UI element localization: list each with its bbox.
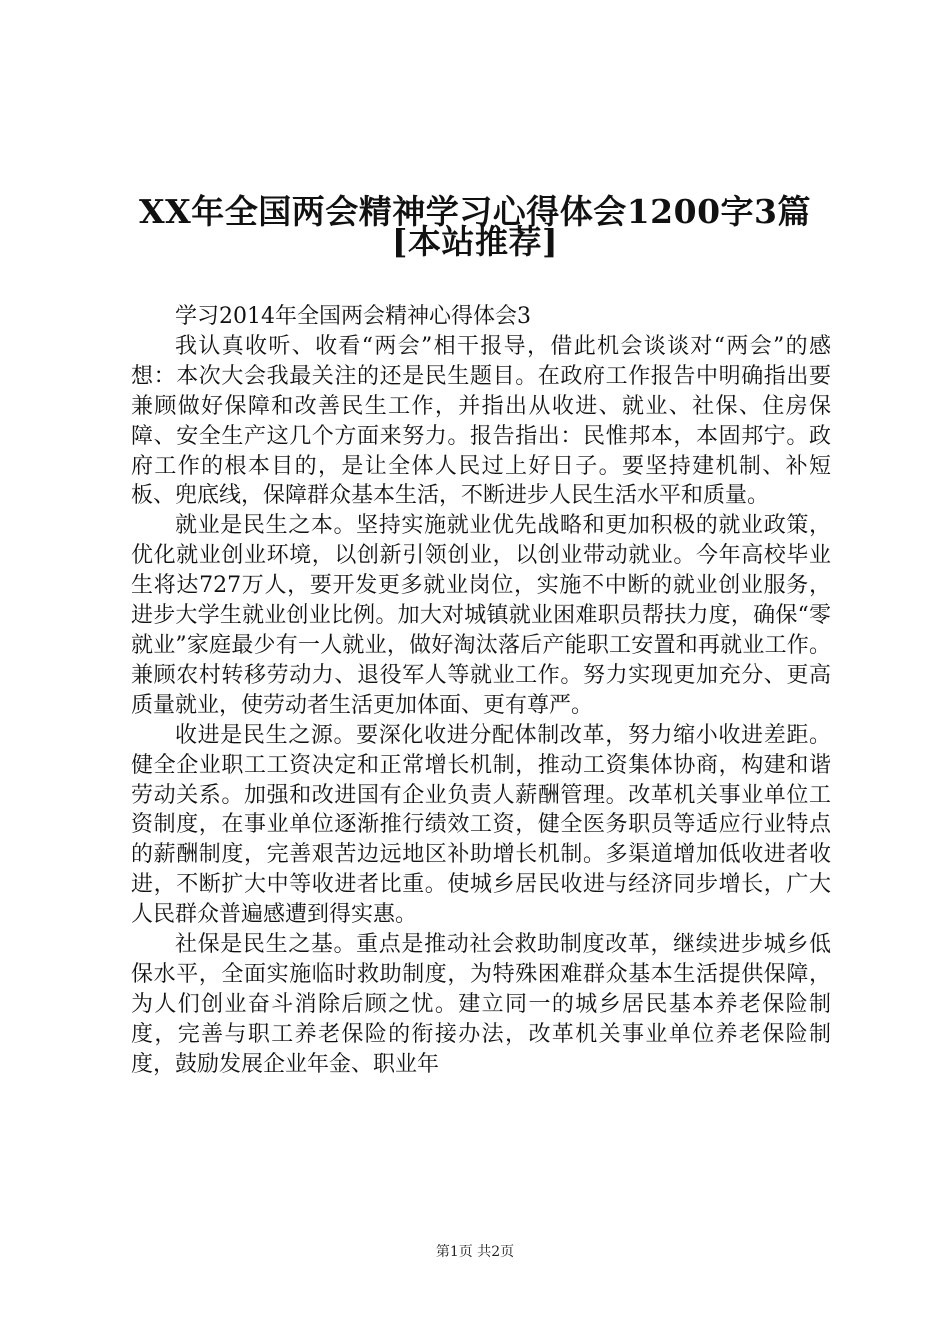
document-subtitle: 学习2014年全国两会精神心得体会3 [175, 304, 531, 329]
paragraph-2: 就业是民生之本。坚持实施就业优先战略和更加积极的就业政策，优化就业创业环境，以创新引领创业，以创业带动就业。今年高校毕业生将达727万人，要开发更多就业岗位，实施不中断的就业创业服务，进步大学生就业创业比例。加大对城镇就业困难职员帮扶力度，确保“零就业”家庭最少有一人就业，做好淘汰落后产能职工安置和再就业工作。兼顾农村转移劳动力、退役军人等就业工作。努力实现更加充分、更高质量就业，使劳动者生活更加体面、更有尊严。 [131, 513, 831, 718]
document-body [131, 302, 831, 1080]
paragraph-4: 社保是民生之基。重点是推动社会救助制度改革，继续进步城乡低保水平，全面实施临时救助制度，为特殊困难群众基本生活提供保障，为人们创业奋斗消除后顾之忧。建立同一的城乡居民基本养老保险制度，完善与职工养老保险的衔接办法，改革机关事业单位养老保险制度，鼓励发展企业年金、职业年 [131, 932, 831, 1077]
page-footer: 第1页 共2页 [435, 1244, 515, 1260]
document-title-line2: [本站推荐] [391, 222, 559, 261]
paragraph-1: 我认真收听、收看“两会”相干报导，借此机会谈谈对“两会”的感想：本次大会我最关注的还是民生题目。在政府工作报告中明确指出要兼顾做好保障和改善民生工作，并指出从收进、就业、社保、住房保障、安全生产这几个方面来努力。报告指出：民惟邦本，本固邦宁。政府工作的根本目的，是让全体人民过上好日子。要坚持建机制、补短板、兜底线，保障群众基本生活，不断进步人民生活水平和质量。 [131, 333, 831, 509]
document-title-line1: XX年全国两会精神学习心得体会1200字3篇 [138, 192, 811, 231]
paragraph-3: 收进是民生之源。要深化收进分配体制改革，努力缩小收进差距。健全企业职工工资决定和正常增长机制，推动工资集体协商，构建和谐劳动关系。加强和改进国有企业负责人薪酬管理。改革机关事业单位工资制度，在事业单位逐渐推行绩效工资，健全医务职员等适应行业特点的薪酬制度，完善艰苦边远地区补助增长机制。多渠道增加低收进者收进，不断扩大中等收进者比重。使城乡居民收进与经济同步增长，广大人民群众普遍感遭到得实惠。 [131, 722, 831, 928]
